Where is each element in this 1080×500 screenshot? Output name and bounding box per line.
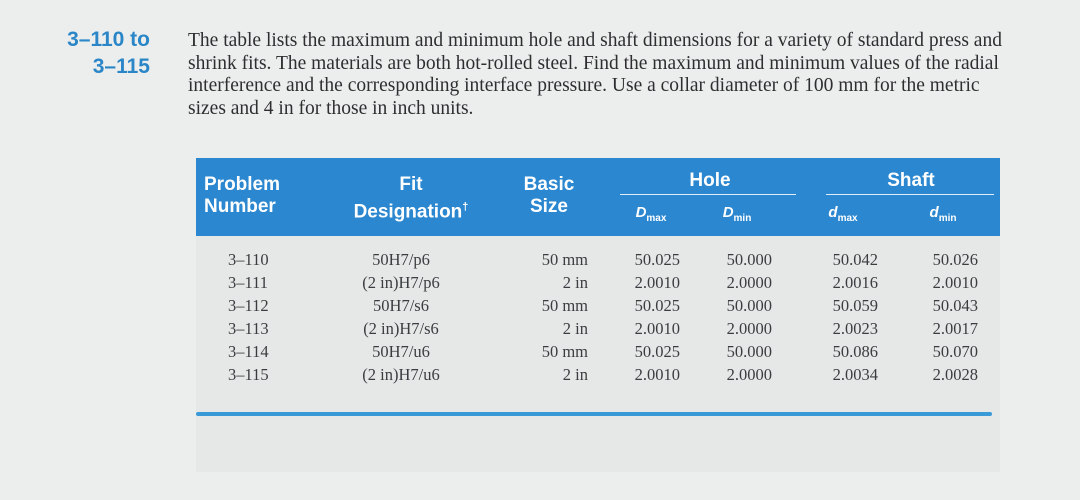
header-problem-number — [204, 174, 304, 218]
cell-fit: 50H7/p6 — [372, 250, 430, 269]
problem-statement: The table lists the maximum and minimum hole and shaft dimensions for a variety of standard press and shrink fits. The materials are both hot-rolled steel. Find the maximum and minimum values of the radial interference and the corresponding interface pressure. Use a collar diameter of 100 mm for the metric sizes and 4 in for those in inch units. — [188, 30, 1002, 119]
cell-fit: (2 in)H7/u6 — [362, 365, 440, 384]
table-row — [196, 365, 1000, 387]
cell-problem: 3–112 — [228, 296, 269, 315]
header-basic-size — [514, 174, 584, 218]
header-number-label: Number — [204, 196, 276, 217]
cell-hole-dmax: 2.0010 — [634, 319, 680, 338]
cell-basic-size: 50 mm — [541, 342, 588, 361]
header-problem-label: Problem — [204, 174, 281, 195]
cell-hole-dmin: 50.000 — [726, 342, 772, 361]
table-bottom-rule — [196, 412, 992, 416]
cell-shaft-dmin: 2.0017 — [932, 319, 978, 338]
cell-problem: 3–114 — [228, 342, 269, 361]
table-row — [196, 342, 1000, 364]
cell-fit: (2 in)H7/p6 — [362, 273, 440, 292]
cell-problem: 3–113 — [228, 319, 269, 338]
header-shaft-dmin-symbol: d — [929, 204, 939, 221]
table-row — [196, 296, 1000, 318]
cell-basic-size: 2 in — [562, 319, 588, 338]
header-hole-dmax-sub: max — [646, 213, 667, 224]
header-hole-dmin-symbol: D — [722, 204, 734, 221]
header-hole-dmax-symbol: D — [635, 204, 647, 221]
cell-basic-size: 50 mm — [541, 296, 588, 315]
header-fit-label: Fit — [399, 174, 423, 195]
cell-fit: (2 in)H7/s6 — [363, 319, 439, 338]
header-shaft-dmin — [908, 204, 978, 224]
header-hole-dmax — [616, 204, 686, 224]
cell-shaft-dmax: 50.042 — [832, 250, 878, 269]
cell-hole-dmax: 2.0010 — [634, 273, 680, 292]
cell-hole-dmin: 2.0000 — [726, 365, 772, 384]
cell-shaft-dmax: 2.0023 — [832, 319, 878, 338]
hole-header-rule — [620, 194, 796, 195]
cell-problem: 3–111 — [228, 273, 269, 292]
cell-shaft-dmin: 2.0028 — [932, 365, 978, 384]
header-shaft-dmin-sub: min — [938, 213, 957, 224]
cell-hole-dmin: 2.0000 — [726, 273, 772, 292]
header-hole-dmin-sub: min — [733, 213, 752, 224]
table-row — [196, 273, 1000, 295]
cell-basic-size: 2 in — [562, 273, 588, 292]
fit-dimensions-table — [196, 158, 1000, 472]
problem-range-end: 3–115 — [92, 55, 150, 78]
cell-problem: 3–110 — [228, 250, 269, 269]
cell-fit: 50H7/s6 — [373, 296, 429, 315]
cell-basic-size: 50 mm — [541, 250, 588, 269]
cell-problem: 3–115 — [228, 365, 269, 384]
problem-range-start: 3–110 to — [67, 28, 150, 51]
cell-hole-dmax: 50.025 — [634, 250, 680, 269]
cell-shaft-dmax: 2.0034 — [832, 365, 878, 384]
table-header — [196, 158, 1000, 236]
header-shaft-dmax-symbol: d — [828, 204, 838, 221]
footnote-marker: † — [462, 201, 469, 213]
header-shaft-dmax-sub: max — [837, 213, 858, 224]
cell-shaft-dmax: 50.059 — [832, 296, 878, 315]
cell-shaft-dmax: 2.0016 — [832, 273, 878, 292]
cell-shaft-dmax: 50.086 — [832, 342, 878, 361]
cell-shaft-dmin: 50.043 — [932, 296, 978, 315]
cell-hole-dmax: 50.025 — [634, 296, 680, 315]
cell-hole-dmax: 50.025 — [634, 342, 680, 361]
cell-basic-size: 2 in — [562, 365, 588, 384]
header-fit-designation — [336, 174, 486, 223]
cell-hole-dmin: 50.000 — [726, 250, 772, 269]
shaft-header-rule — [826, 194, 994, 195]
problem-number-range — [30, 26, 150, 80]
cell-hole-dmax: 2.0010 — [634, 365, 680, 384]
header-designation-label — [336, 196, 486, 223]
cell-hole-dmin: 2.0000 — [726, 319, 772, 338]
cell-hole-dmin: 50.000 — [726, 296, 772, 315]
table-row — [196, 250, 1000, 272]
header-shaft: Shaft — [887, 170, 935, 191]
header-designation-text: Designation — [353, 201, 463, 223]
header-hole-dmin — [702, 204, 772, 224]
table-body — [196, 236, 1000, 472]
header-hole: Hole — [689, 170, 731, 191]
cell-shaft-dmin: 50.070 — [932, 342, 978, 361]
cell-fit: 50H7/u6 — [372, 342, 430, 361]
cell-shaft-dmin: 2.0010 — [932, 273, 978, 292]
header-shaft-dmax — [808, 204, 878, 224]
header-size-label: Size — [529, 196, 569, 217]
table-row — [196, 319, 1000, 341]
header-basic-label: Basic — [523, 174, 575, 195]
cell-shaft-dmin: 50.026 — [932, 250, 978, 269]
